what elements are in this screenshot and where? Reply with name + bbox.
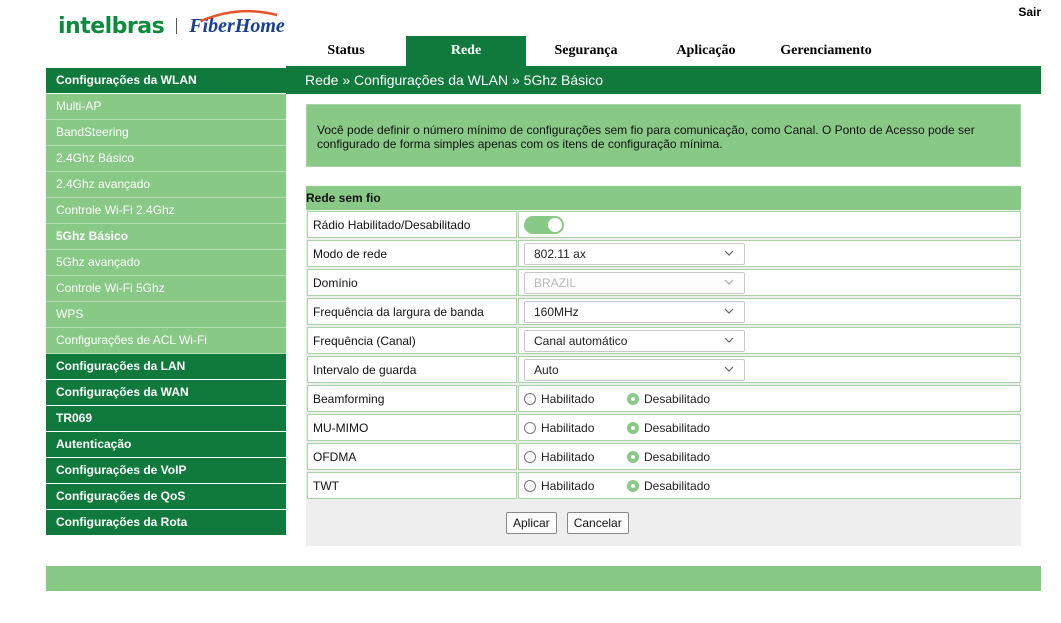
radio-circle-icon — [524, 393, 536, 405]
twt-cell — [518, 472, 1021, 499]
tab-status[interactable]: Status — [327, 43, 365, 58]
row-channel — [306, 326, 1021, 355]
twt-disabled-label: Desabilitado — [644, 478, 711, 493]
domain-label: Domínio — [307, 269, 517, 296]
sidebar-item-acl[interactable]: Configurações de ACL Wi-Fi — [46, 328, 286, 354]
tab-aplicacao[interactable]: Aplicação — [676, 43, 736, 58]
mu-mimo-enabled-label: Habilitado — [541, 420, 595, 435]
sidebar-item-auth[interactable]: Autenticação — [46, 432, 286, 458]
form-actions — [506, 512, 629, 534]
radio-circle-icon — [524, 422, 536, 434]
radio-checked-icon — [627, 422, 639, 434]
ofdma-label: OFDMA — [307, 443, 517, 470]
footer-bar — [46, 566, 1041, 591]
chevron-down-icon — [724, 308, 734, 314]
radio-circle-icon — [524, 451, 536, 463]
bandwidth-value: 160MHz — [534, 304, 579, 319]
beamforming-enabled-radio[interactable] — [524, 392, 627, 406]
bandwidth-cell — [518, 298, 1021, 325]
wireless-form — [306, 186, 1021, 546]
mu-mimo-disabled-label: Desabilitado — [644, 420, 711, 435]
radio-circle-icon — [524, 480, 536, 492]
bandwidth-label: Frequência da largura de banda — [307, 298, 517, 325]
mu-mimo-cell — [518, 414, 1021, 441]
sidebar-item-wifi-control-24[interactable]: Controle Wi-Fi 2.4Ghz — [46, 198, 286, 224]
mu-mimo-label: MU-MIMO — [307, 414, 517, 441]
toggle-knob — [547, 217, 563, 233]
guard-interval-select[interactable] — [524, 359, 745, 381]
channel-cell — [518, 327, 1021, 354]
apply-button[interactable]: Aplicar — [506, 512, 557, 534]
row-beamforming — [306, 384, 1021, 413]
sidebar-item-wps[interactable]: WPS — [46, 302, 286, 328]
bandwidth-select[interactable] — [524, 301, 745, 323]
domain-cell — [518, 269, 1021, 296]
sidebar-item-wifi-control-5[interactable]: Controle Wi-Fi 5Ghz — [46, 276, 286, 302]
sidebar-item-wlan[interactable]: Configurações da WLAN — [46, 68, 286, 94]
sidebar-item-voip[interactable]: Configurações de VoIP — [46, 458, 286, 484]
page-description: Você pode definir o número mínimo de configurações sem fio para comunicação, como Canal. O Ponto de Acesso pode ser configurado de forma simples apenas com os itens de configuração mínima. — [306, 104, 1021, 167]
radio-enable-toggle[interactable] — [524, 216, 564, 234]
beamforming-cell — [518, 385, 1021, 412]
twt-disabled-radio[interactable] — [627, 479, 710, 493]
row-ofdma — [306, 442, 1021, 471]
channel-value: Canal automático — [534, 333, 628, 348]
sidebar-item-multi-ap[interactable]: Multi-AP — [46, 94, 286, 120]
breadcrumb: Rede » Configurações da WLAN » 5Ghz Básico — [286, 66, 1041, 94]
chevron-down-icon — [724, 250, 734, 256]
radio-checked-icon — [627, 451, 639, 463]
ofdma-cell — [518, 443, 1021, 470]
channel-select[interactable] — [524, 330, 745, 352]
ofdma-enabled-radio[interactable] — [524, 450, 627, 464]
network-mode-select[interactable] — [524, 243, 745, 265]
tab-rede[interactable]: Rede — [406, 36, 526, 66]
twt-enabled-label: Habilitado — [541, 478, 595, 493]
brand-fiberhome — [189, 15, 285, 38]
radio-checked-icon — [627, 393, 639, 405]
tab-seguranca[interactable]: Segurança — [554, 43, 618, 58]
cancel-button[interactable]: Cancelar — [567, 512, 629, 534]
sidebar-item-5ghz-basic[interactable]: 5Ghz Básico — [46, 224, 286, 250]
row-twt — [306, 471, 1021, 500]
ofdma-enabled-label: Habilitado — [541, 449, 595, 464]
sidebar-item-bandsteering[interactable]: BandSteering — [46, 120, 286, 146]
network-mode-value: 802.11 ax — [534, 246, 586, 261]
radio-enable-label: Rádio Habilitado/Desabilitado — [307, 211, 517, 238]
sidebar-item-24ghz-basic[interactable]: 2.4Ghz Básico — [46, 146, 286, 172]
sidebar-item-tr069[interactable]: TR069 — [46, 406, 286, 432]
twt-label: TWT — [307, 472, 517, 499]
main-nav — [286, 36, 886, 66]
ofdma-disabled-radio[interactable] — [627, 450, 710, 464]
brand-fiberhome-text: FiberHome — [189, 14, 285, 37]
row-domain — [306, 268, 1021, 297]
chevron-down-icon — [724, 337, 734, 343]
twt-enabled-radio[interactable] — [524, 479, 627, 493]
row-bandwidth — [306, 297, 1021, 326]
row-guard-interval — [306, 355, 1021, 384]
row-network-mode — [306, 239, 1021, 268]
chevron-down-icon — [724, 366, 734, 372]
sidebar — [46, 68, 286, 536]
radio-checked-icon — [627, 480, 639, 492]
domain-select — [524, 272, 745, 294]
guard-interval-cell — [518, 356, 1021, 383]
sidebar-item-24ghz-advanced[interactable]: 2.4Ghz avançado — [46, 172, 286, 198]
ofdma-disabled-label: Desabilitado — [644, 449, 711, 464]
beamforming-label: Beamforming — [307, 385, 517, 412]
logout-link[interactable]: Sair — [1018, 5, 1041, 19]
logo-divider — [176, 18, 177, 34]
beamforming-enabled-label: Habilitado — [541, 391, 595, 406]
network-mode-cell — [518, 240, 1021, 267]
network-mode-label: Modo de rede — [307, 240, 517, 267]
tab-gerenciamento[interactable]: Gerenciamento — [780, 43, 872, 58]
domain-value: BRAZIL — [534, 275, 577, 290]
radio-enable-cell — [518, 211, 1021, 238]
sidebar-item-route[interactable]: Configurações da Rota — [46, 510, 286, 536]
sidebar-item-qos[interactable]: Configurações de QoS — [46, 484, 286, 510]
mu-mimo-disabled-radio[interactable] — [627, 421, 710, 435]
guard-interval-value: Auto — [534, 362, 559, 377]
sidebar-item-lan[interactable]: Configurações da LAN — [46, 354, 286, 380]
channel-label: Frequência (Canal) — [307, 327, 517, 354]
brand-logo — [58, 10, 285, 42]
beamforming-disabled-radio[interactable] — [627, 392, 710, 406]
sidebar-item-5ghz-advanced[interactable]: 5Ghz avançado — [46, 250, 286, 276]
fiberhome-swoosh-icon — [199, 9, 279, 23]
form-title: Rede sem fio — [306, 186, 1021, 210]
guard-interval-label: Intervalo de guarda — [307, 356, 517, 383]
chevron-down-icon — [724, 279, 734, 285]
brand-intelbras: intelbras — [58, 13, 165, 39]
row-radio-enable — [306, 210, 1021, 239]
mu-mimo-enabled-radio[interactable] — [524, 421, 627, 435]
row-mu-mimo — [306, 413, 1021, 442]
beamforming-disabled-label: Desabilitado — [644, 391, 711, 406]
sidebar-item-wan[interactable]: Configurações da WAN — [46, 380, 286, 406]
